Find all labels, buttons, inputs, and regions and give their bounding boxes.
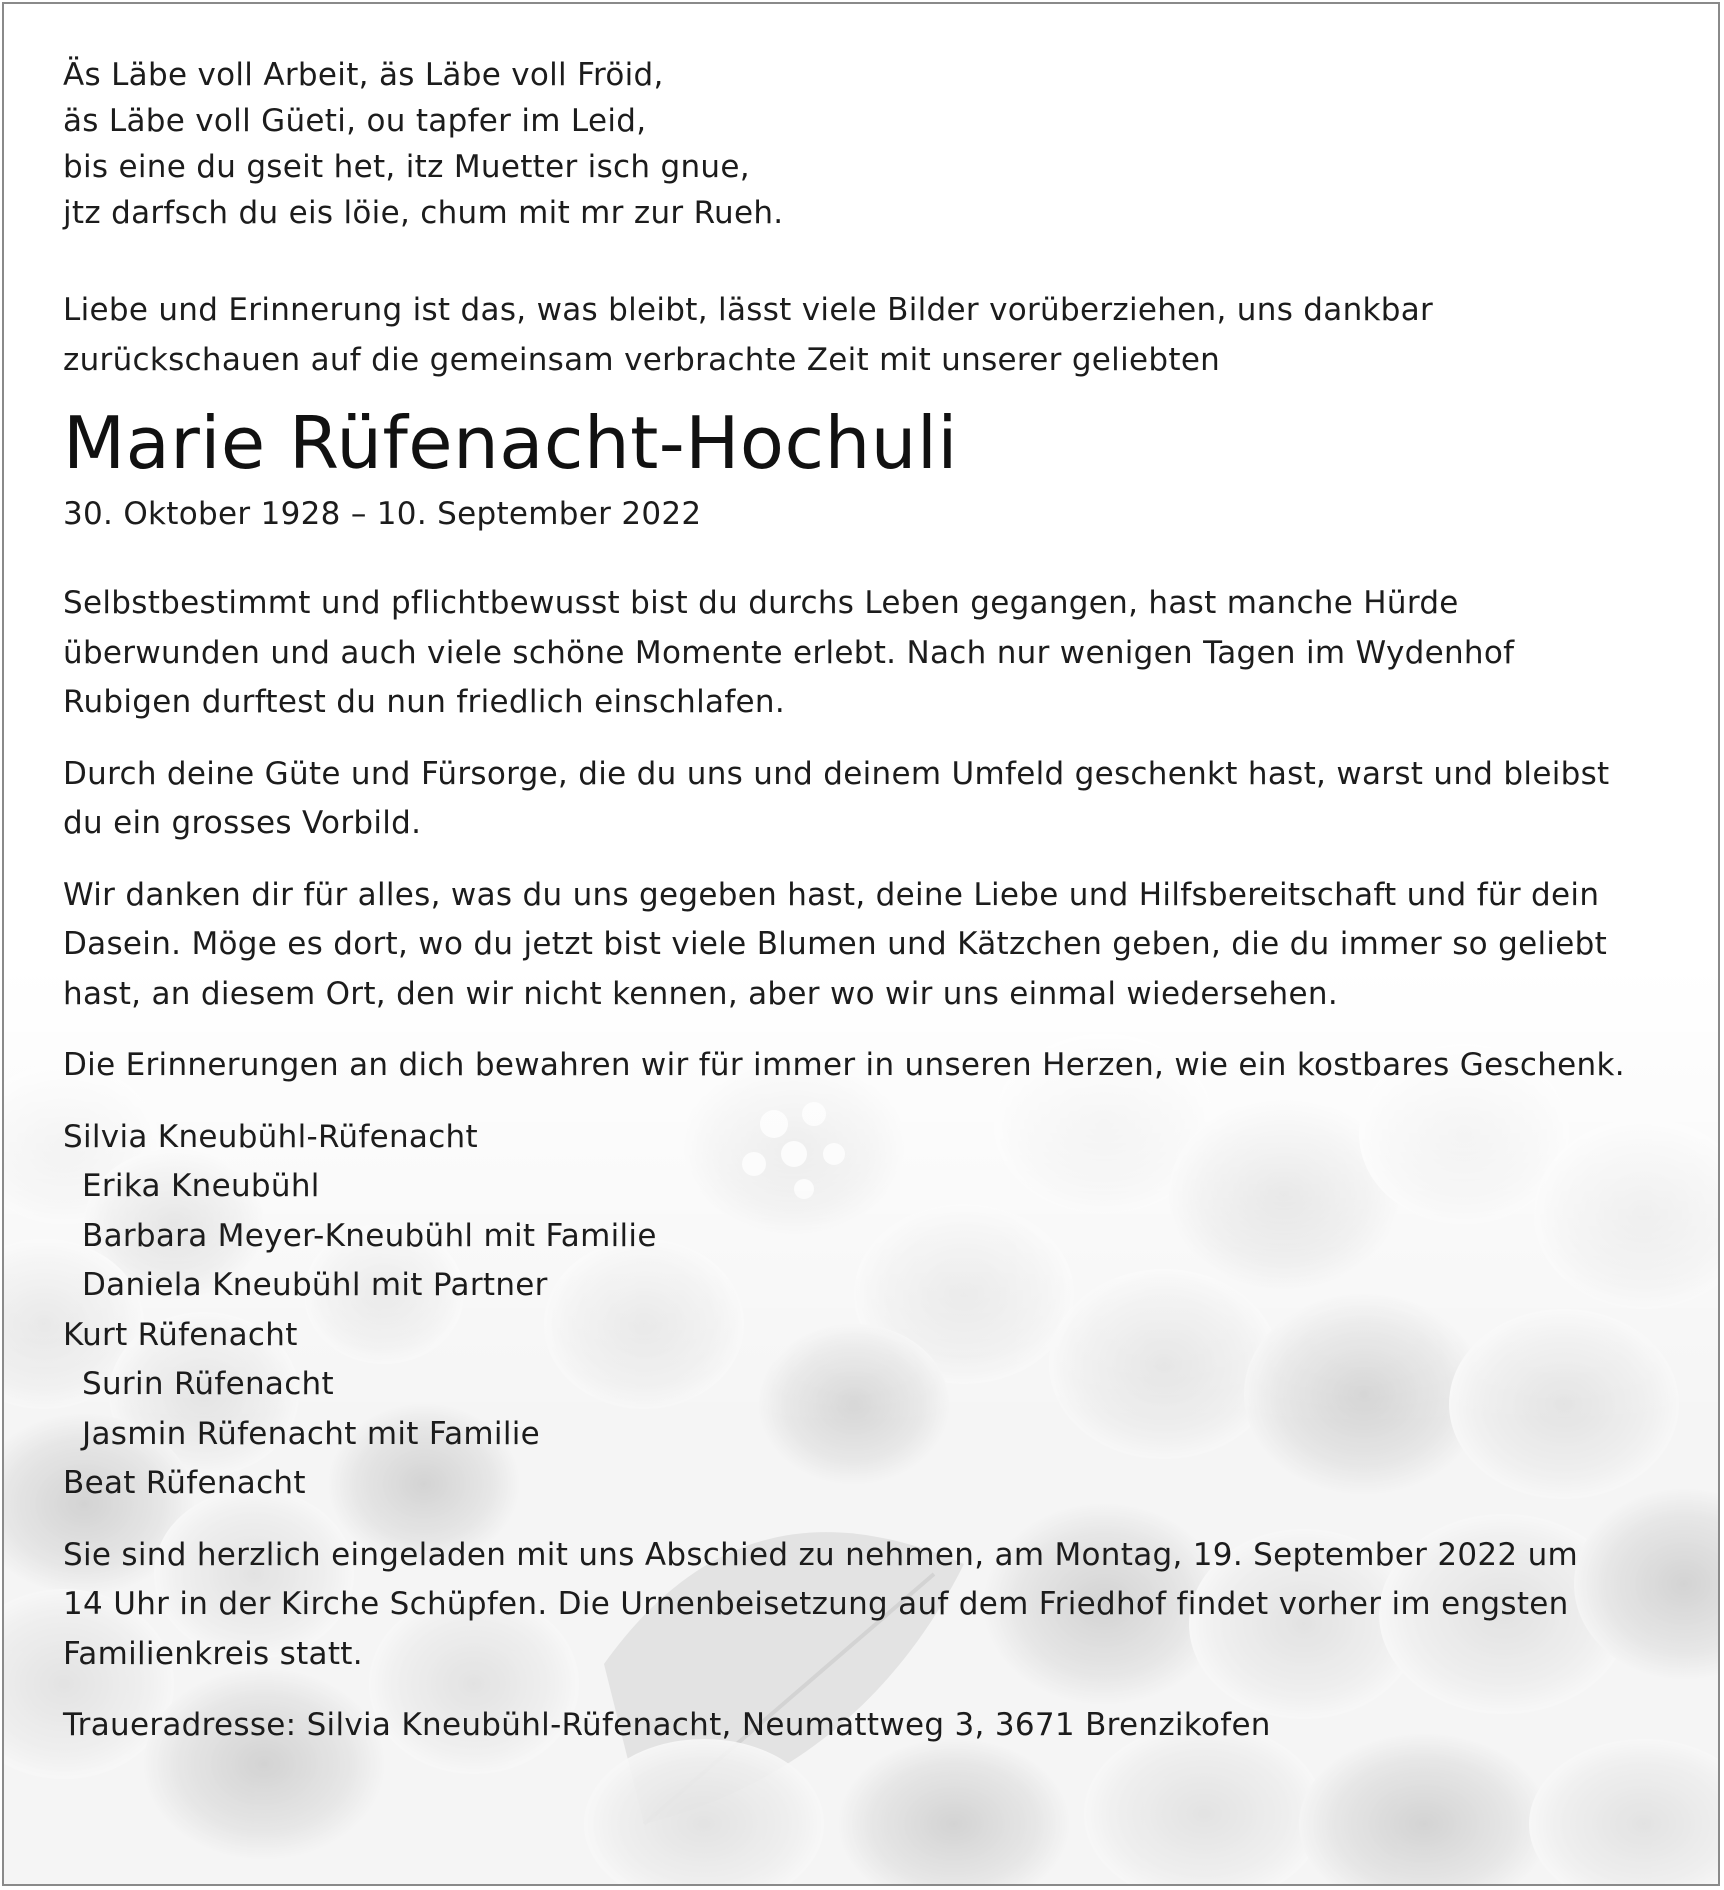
family-member: Surin Rüfenacht [82, 1366, 334, 1402]
notice-content [63, 52, 1663, 1751]
paragraph-line: hast, an diesem Ort, den wir nicht kennen, aber wo wir uns einmal wiedersehen. [63, 975, 1338, 1012]
family-member: Silvia Kneubühl-Rüfenacht [63, 1118, 478, 1155]
paragraph-line: Selbstbestimmt und pflichtbewusst bist du durchs Leben gegangen, hast manche Hürde [63, 585, 1459, 621]
paragraph-line: du ein grosses Vorbild. [63, 805, 422, 841]
family-member: Kurt Rüfenacht [63, 1316, 298, 1353]
poem-line: jtz darfsch du eis löie, chum mit mr zur Rueh. [63, 195, 784, 231]
deceased-name: Marie Rüfenacht-Hochuli [63, 401, 958, 485]
obituary-notice [2, 2, 1720, 1886]
family-member: Barbara Meyer-Kneubühl mit Familie [82, 1217, 657, 1254]
invitation [63, 1531, 1663, 1680]
poem-line: bis eine du gseit het, itz Muetter isch gnue, [63, 149, 750, 185]
paragraph [63, 579, 1663, 728]
invitation-line: Sie sind herzlich eingeladen mit uns Abschied zu nehmen, am Montag, 19. September 2022 um [63, 1536, 1579, 1573]
family-member: Jasmin Rüfenacht mit Familie [82, 1415, 541, 1452]
paragraph-line: Wir danken dir für alles, was du uns gegeben hast, deine Liebe und Hilfsbereitschaft und für dein [63, 876, 1600, 913]
life-dates: 30. Oktober 1928 – 10. September 2022 [63, 496, 702, 532]
intro-text [63, 286, 1663, 385]
paragraph [63, 871, 1663, 1020]
paragraph [63, 1041, 1663, 1091]
intro-line: zurückschauen auf die gemeinsam verbrachte Zeit mit unserer geliebten [63, 341, 1221, 378]
family-member: Daniela Kneubühl mit Partner [82, 1267, 548, 1303]
paragraph [63, 750, 1663, 849]
family-member: Erika Kneubühl [82, 1168, 320, 1204]
family-list [63, 1113, 1663, 1509]
paragraph-line: überwunden und auch viele schöne Momente erlebt. Nach nur wenigen Tagen im Wydenhof [63, 634, 1515, 671]
poem-line: Äs Läbe voll Arbeit, äs Läbe voll Fröid, [63, 57, 664, 93]
paragraph-line: Die Erinnerungen an dich bewahren wir für immer in unseren Herzen, wie ein kostbares Geschenk. [63, 1047, 1625, 1083]
poem [63, 52, 1663, 236]
invitation-line: Familienkreis statt. [63, 1635, 363, 1672]
paragraph-line: Rubigen durftest du nun friedlich einschlafen. [63, 684, 786, 720]
family-member: Beat Rüfenacht [63, 1465, 306, 1501]
paragraph-line: Dasein. Möge es dort, wo du jetzt bist viele Blumen und Kätzchen geben, die du immer so geliebt [63, 926, 1608, 962]
paragraph-line: Durch deine Güte und Fürsorge, die du uns und deinem Umfeld geschenkt hast, warst und bleibst [63, 755, 1610, 792]
mourning-address: Traueradresse: Silvia Kneubühl-Rüfenacht, Neumattweg 3, 3671 Brenzikofen [63, 1707, 1271, 1743]
invitation-line: 14 Uhr in der Kirche Schüpfen. Die Urnenbeisetzung auf dem Friedhof findet vorher im engsten [63, 1586, 1569, 1622]
intro-line: Liebe und Erinnerung ist das, was bleibt, lässt viele Bilder vorüberziehen, uns dankbar [63, 292, 1434, 328]
poem-line: äs Läbe voll Güeti, ou tapfer im Leid, [63, 103, 647, 139]
